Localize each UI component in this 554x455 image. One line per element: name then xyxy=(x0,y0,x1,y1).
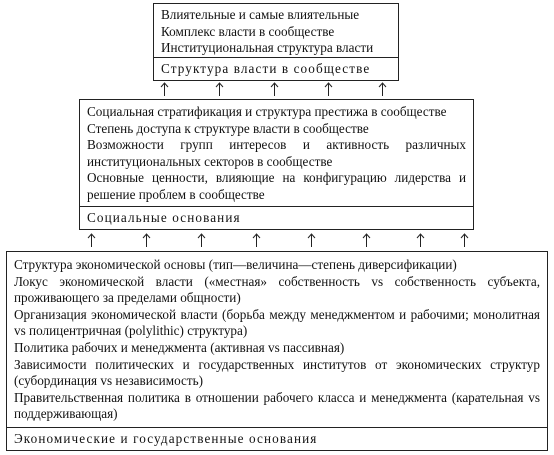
top-box-item: Влиятельные и самые влиятельные xyxy=(161,7,360,22)
bottom-box-item: Организация экономической власти (борьба между менеджментом и рабочими; монолитная vs полицентричная (polylithic) структура) xyxy=(14,306,540,339)
up-arrow-icon xyxy=(252,233,261,247)
middle-box-item: Основные ценности, влияющие на конфигурацию лидерства и решение проблем в сообществе xyxy=(87,170,466,202)
top-box-item: Институциональная структура власти xyxy=(161,40,374,56)
up-arrow-icon xyxy=(460,233,469,247)
up-arrow-icon xyxy=(416,233,425,247)
middle-box-item: Социальная стратификация и структура престижа в сообществе xyxy=(87,104,447,119)
top-box-items xyxy=(154,4,398,59)
bottom-box-item: Структура экономической основы (тип—величина—степень диверсификации) xyxy=(14,257,457,272)
up-arrow-icon xyxy=(142,233,151,247)
up-arrow-icon xyxy=(378,82,387,96)
arrows-top xyxy=(0,82,554,98)
bottom-box-item: Локус экономической власти («местная» собственность vs собственность субъекта, проживающего за пределами общности) xyxy=(14,273,540,306)
top-box-title: Структура власти в сообществе xyxy=(154,57,398,80)
middle-box-item: Степень доступа к структуре власти в сообществе xyxy=(87,120,369,136)
middle-box xyxy=(79,99,474,230)
bottom-box-title: Экономические и государственные основания xyxy=(7,427,547,450)
bottom-box-item: Правительственная политика в отношении рабочего класса и менеджмента (карательная vs поддерживающая) xyxy=(14,389,540,422)
top-box-item: Комплекс власти в сообществе xyxy=(161,23,335,39)
middle-box-title: Социальные основания xyxy=(80,206,473,229)
bottom-box-item: Политика рабочих и менеджмента (активная vs пассивная) xyxy=(14,339,345,355)
up-arrow-icon xyxy=(215,82,224,96)
middle-box-items xyxy=(80,100,473,206)
bottom-box-item: Зависимости политических и государственных институтов от экономических структур (субординация vs независимость) xyxy=(14,356,540,389)
up-arrow-icon xyxy=(87,233,96,247)
middle-box-item: Возможности групп интересов и активность различных институциональных секторов в сообществе xyxy=(87,137,466,169)
bottom-box xyxy=(6,251,548,451)
up-arrow-icon xyxy=(160,82,169,96)
top-box xyxy=(153,3,399,81)
arrows-middle xyxy=(0,233,554,249)
up-arrow-icon xyxy=(324,82,333,96)
up-arrow-icon xyxy=(307,233,316,247)
up-arrow-icon xyxy=(197,233,206,247)
up-arrow-icon xyxy=(362,233,371,247)
up-arrow-icon xyxy=(270,82,279,96)
bottom-box-items xyxy=(7,252,547,425)
